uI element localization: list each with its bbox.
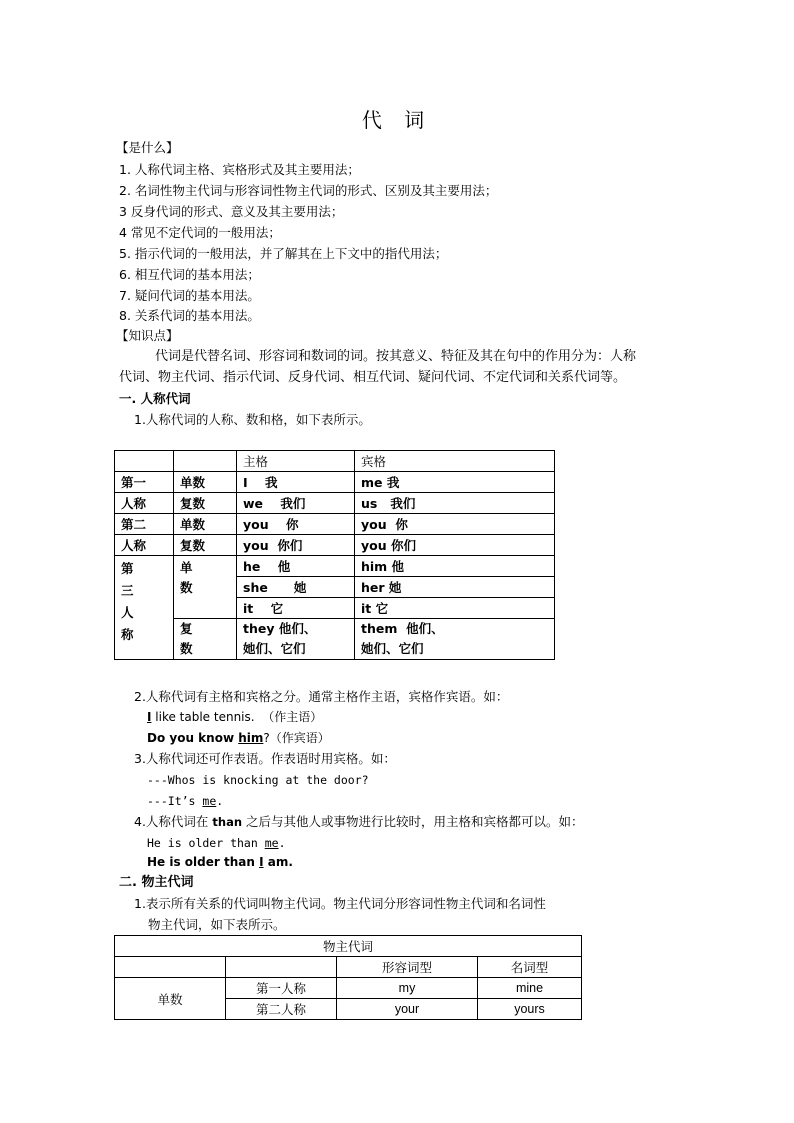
cell-line: them 他们、: [361, 621, 444, 636]
table-cell: [237, 619, 355, 660]
person-third-char: 三: [121, 583, 134, 598]
example-text: .: [216, 794, 224, 808]
knowledge-header: 【知识点】: [116, 328, 179, 343]
table-cell: you 你们: [237, 535, 355, 556]
number-char: 数: [180, 641, 193, 656]
what-item-2: 2. 名词性物主代词与形容词性物主代词的形式、区别及其主要用法；: [119, 183, 498, 198]
example-text: ?（作宾语）: [263, 731, 330, 745]
table-cell: you 你: [355, 514, 555, 535]
what-item-3: 3 反身代词的形式、意义及其主要用法；: [119, 204, 344, 219]
table-row: [115, 936, 582, 957]
number-char: 数: [180, 580, 193, 595]
table-cell: 第一人称: [226, 978, 337, 999]
example-2: [147, 729, 330, 747]
table-cell: you 你们: [355, 535, 555, 556]
personal-pronoun-table: [114, 450, 555, 660]
table-cell: it 它: [237, 598, 355, 619]
cell-line: 她们、它们: [361, 641, 424, 656]
example-text: like table tennis. （作主语）: [151, 710, 323, 724]
table-row: [115, 556, 555, 577]
person-third: [115, 556, 174, 660]
person-second-b: 人称: [115, 535, 174, 556]
table-cell: we 我们: [237, 493, 355, 514]
table-row: [115, 493, 555, 514]
para-text: 4.人称代词在: [134, 814, 213, 829]
what-item-1: 1. 人称代词主格、宾格形式及其主要用法；: [119, 162, 360, 177]
number-cell: 复数: [174, 493, 237, 514]
section-2-title: 二. 物主代词: [119, 875, 194, 890]
header-noun: 名词型: [478, 957, 582, 978]
example-4: [147, 792, 223, 810]
underlined-word: I: [147, 710, 152, 724]
what-item-4: 4 常见不定代词的一般用法；: [119, 225, 281, 240]
example-6: [147, 853, 293, 871]
what-item-6: 6. 相互代词的基本用法；: [119, 267, 260, 282]
section-1-para-1: 1.人称代词的人称、数和格，如下表所示。: [134, 412, 371, 427]
section-2-para-1b: 物主代词，如下表所示。: [148, 917, 286, 932]
what-item-7: 7. 疑问代词的基本用法。: [119, 288, 260, 303]
person-first-b: 人称: [115, 493, 174, 514]
person-third-char: 第: [121, 561, 134, 576]
example-text: He is older than: [147, 855, 260, 869]
person-first-a: 第一: [115, 472, 174, 493]
table-cell: 第二人称: [226, 999, 337, 1020]
table-cell: she 她: [237, 577, 355, 598]
table-cell: mine: [478, 978, 582, 999]
table-row: [115, 535, 555, 556]
table-row: [115, 957, 582, 978]
table-cell: him 他: [355, 556, 555, 577]
number-cell: 复数: [174, 535, 237, 556]
underlined-word: him: [238, 731, 264, 745]
header-objective: 宾格: [355, 451, 555, 472]
number-singular: 单数: [115, 978, 226, 1020]
number-cell: 单数: [174, 472, 237, 493]
table-cell: he 他: [237, 556, 355, 577]
table-cell: your: [337, 999, 478, 1020]
example-text: am.: [263, 855, 293, 869]
person-second-a: 第二: [115, 514, 174, 535]
possessive-pronoun-table: [114, 935, 582, 1020]
table-row: [115, 978, 582, 999]
table-cell: my: [337, 978, 478, 999]
table-cell: it 它: [355, 598, 555, 619]
section-2-para-1a: 1.表示所有关系的代词叫物主代词。物主代词分形容词性物主代词和名词性: [134, 896, 546, 911]
example-text: ---It’s: [147, 794, 203, 808]
table-row: [115, 619, 555, 660]
example-1: [147, 708, 322, 726]
table-cell: me 我: [355, 472, 555, 493]
what-item-8: 8. 关系代词的基本用法。: [119, 308, 260, 323]
example-text: He is older than: [147, 836, 265, 850]
underlined-word: me: [202, 794, 217, 808]
para-3: 3.人称代词还可作表语。作表语时用宾格。如：: [134, 751, 396, 766]
table-cell: you 你: [237, 514, 355, 535]
table-caption: 物主代词: [115, 936, 582, 957]
intro-line-2: 代词、物主代词、指示代词、反身代词、相互代词、疑问代词、不定代词和关系代词等。: [119, 370, 627, 385]
keyword-than: than: [212, 815, 243, 829]
para-text: 之后与其他人或事物进行比较时，用主格和宾格都可以。如：: [242, 814, 584, 829]
table-cell: us 我们: [355, 493, 555, 514]
table-cell: yours: [478, 999, 582, 1020]
table-row: [115, 451, 555, 472]
page-title: 代 词: [361, 108, 433, 132]
what-header: 【是什么】: [116, 140, 179, 155]
example-text: .: [278, 836, 286, 850]
number-cell: 单数: [174, 514, 237, 535]
number-char: 复: [180, 621, 193, 636]
underlined-word: me: [264, 836, 279, 850]
para-2: 2.人称代词有主格和宾格之分。通常主格作主语，宾格作宾语。如：: [134, 689, 509, 704]
example-3: ---Whos is knocking at the door?: [147, 773, 369, 787]
example-text: Do you know: [147, 731, 239, 745]
header-adjective: 形容词型: [337, 957, 478, 978]
cell-line: they 他们、: [243, 621, 317, 636]
header-nominative: 主格: [237, 451, 355, 472]
table-cell: [355, 619, 555, 660]
section-1-title: 一. 人称代词: [119, 391, 191, 406]
table-cell: her 她: [355, 577, 555, 598]
example-5: [147, 834, 286, 852]
table-row: [115, 514, 555, 535]
cell-line: 她们、它们: [243, 641, 306, 656]
table-cell: I 我: [237, 472, 355, 493]
number-singular-third: [174, 556, 237, 619]
person-third-char: 人: [121, 605, 134, 620]
intro-line-1: 代词是代替名词、形容词和数词的词。按其意义、特征及其在句中的作用分为：人称: [155, 349, 637, 364]
table-row: [115, 472, 555, 493]
para-4: [134, 813, 584, 831]
underlined-word: I: [259, 855, 264, 869]
number-plural-third: [174, 619, 237, 660]
what-item-5: 5. 指示代词的一般用法，并了解其在上下文中的指代用法；: [119, 246, 448, 261]
person-third-char: 称: [121, 627, 134, 642]
number-char: 单: [180, 560, 193, 575]
